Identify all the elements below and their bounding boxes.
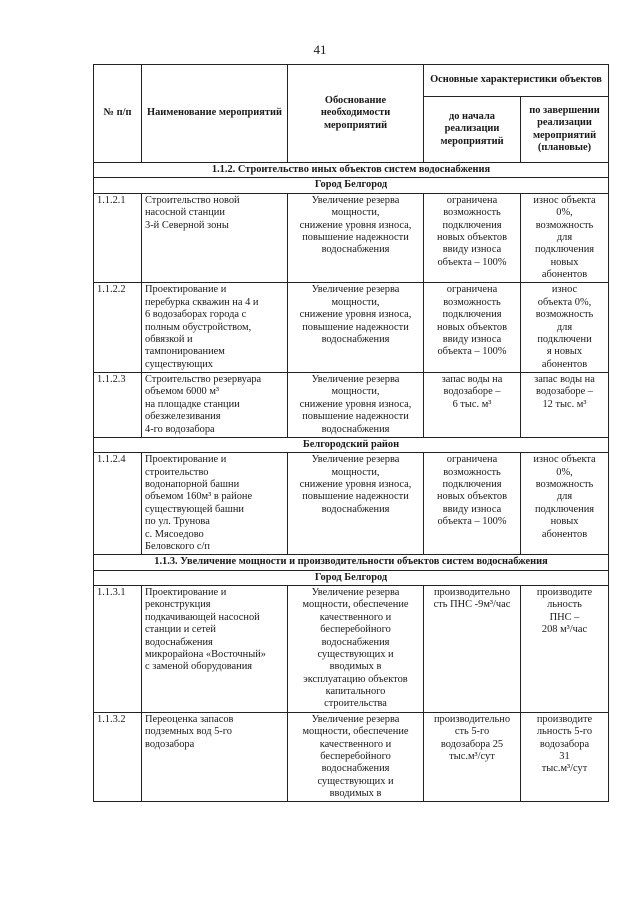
measures-table [93,64,609,802]
measure-reason: Увеличение резерва мощности, снижение уровня износа, повышение надежности водоснабжения [288,283,424,373]
measure-name: Переоценка запасов подземных вод 5-го водозабора [142,712,288,802]
section-2-title: 1.1.3. Увеличение мощности и производительности объектов систем водоснабжения [94,555,609,570]
row-number: 1.1.2.4 [94,453,142,555]
row-number: 1.1.2.1 [94,193,142,283]
measure-name: Строительство резервуара объемом 6000 м³ на площадке станции обезжелезивания 4-го водозабора [142,373,288,438]
characteristic-before: производительно сть 5-го водозабора 25 тыс.м³/сут [424,712,521,802]
characteristic-after: износ объекта 0%, возможность для подключения новых абонентов [521,193,609,283]
subsection [94,178,609,193]
measure-reason: Увеличение резерва мощности, обеспечение качественного и бесперебойного водоснабжения существующих и вводимых в эксплуатацию объектов капитального строительства [288,586,424,713]
header-before: до начала реализации мероприятий [424,97,521,163]
table-row [94,586,609,713]
subsection-title: Город Белгород [94,178,609,193]
characteristic-before: ограничена возможность подключения новых объектов ввиду износа объекта – 100% [424,453,521,555]
section-1 [94,163,609,178]
page-number: 41 [313,42,327,57]
table-row [94,373,609,438]
characteristic-before: ограничена возможность подключения новых объектов ввиду износа объекта – 100% [424,283,521,373]
characteristic-before: производительно сть ПНС -9м³/час [424,586,521,713]
table-row [94,193,609,283]
measure-name: Строительство новой насосной станции 3-й Северной зоны [142,193,288,283]
header-num: № п/п [94,65,142,163]
measure-name: Проектирование и строительство водонапорной башни объемом 160м³ в районе существующей башни по ул. Трунова с. Мясоедово Беловского с/п [142,453,288,555]
row-number: 1.1.2.2 [94,283,142,373]
measure-reason: Увеличение резерва мощности, снижение уровня износа, повышение надежности водоснабжения [288,373,424,438]
measure-name: Проектирование и реконструкция подкачивающей насосной станции и сетей водоснабжения микрорайона «Восточный» с заменой оборудования [142,586,288,713]
subsection [94,570,609,585]
table-row [94,283,609,373]
table-row [94,453,609,555]
header-main-characteristics: Основные характеристики объектов [424,65,609,97]
table-row [94,712,609,802]
row-number: 1.1.3.1 [94,586,142,713]
header-reason: Обоснование необходимости мероприятий [288,65,424,163]
characteristic-before: ограничена возможность подключения новых объектов ввиду износа объекта – 100% [424,193,521,283]
header-after: по завершении реализации мероприятий (плановые) [521,97,609,163]
characteristic-after: запас воды на водозаборе – 12 тыс. м³ [521,373,609,438]
row-number: 1.1.3.2 [94,712,142,802]
section-2 [94,555,609,570]
section-1-title: 1.1.2. Строительство иных объектов систем водоснабжения [94,163,609,178]
characteristic-after: производите льность 5-го водозабора 31 тыс.м³/сут [521,712,609,802]
measure-reason: Увеличение резерва мощности, снижение уровня износа, повышение надежности водоснабжения [288,453,424,555]
subsection-title: Город Белгород [94,570,609,585]
measure-reason: Увеличение резерва мощности, обеспечение качественного и бесперебойного водоснабжения существующих и вводимых в [288,712,424,802]
row-number: 1.1.2.3 [94,373,142,438]
header-name: Наименование мероприятий [142,65,288,163]
characteristic-after: износ объекта 0%, возможность для подключения новых абонентов [521,453,609,555]
measure-name: Проектирование и перебурка скважин на 4 и 6 водозаборах города с полным обустройством, обвязкой и тампонированием существующих [142,283,288,373]
characteristic-after: производите льность ПНС – 208 м³/час [521,586,609,713]
subsection-title: Белгородский район [94,437,609,452]
measure-reason: Увеличение резерва мощности, снижение уровня износа, повышение надежности водоснабжения [288,193,424,283]
characteristic-after: износ объекта 0%, возможность для подключени я новых абонентов [521,283,609,373]
subsection [94,437,609,452]
characteristic-before: запас воды на водозаборе – 6 тыс. м³ [424,373,521,438]
